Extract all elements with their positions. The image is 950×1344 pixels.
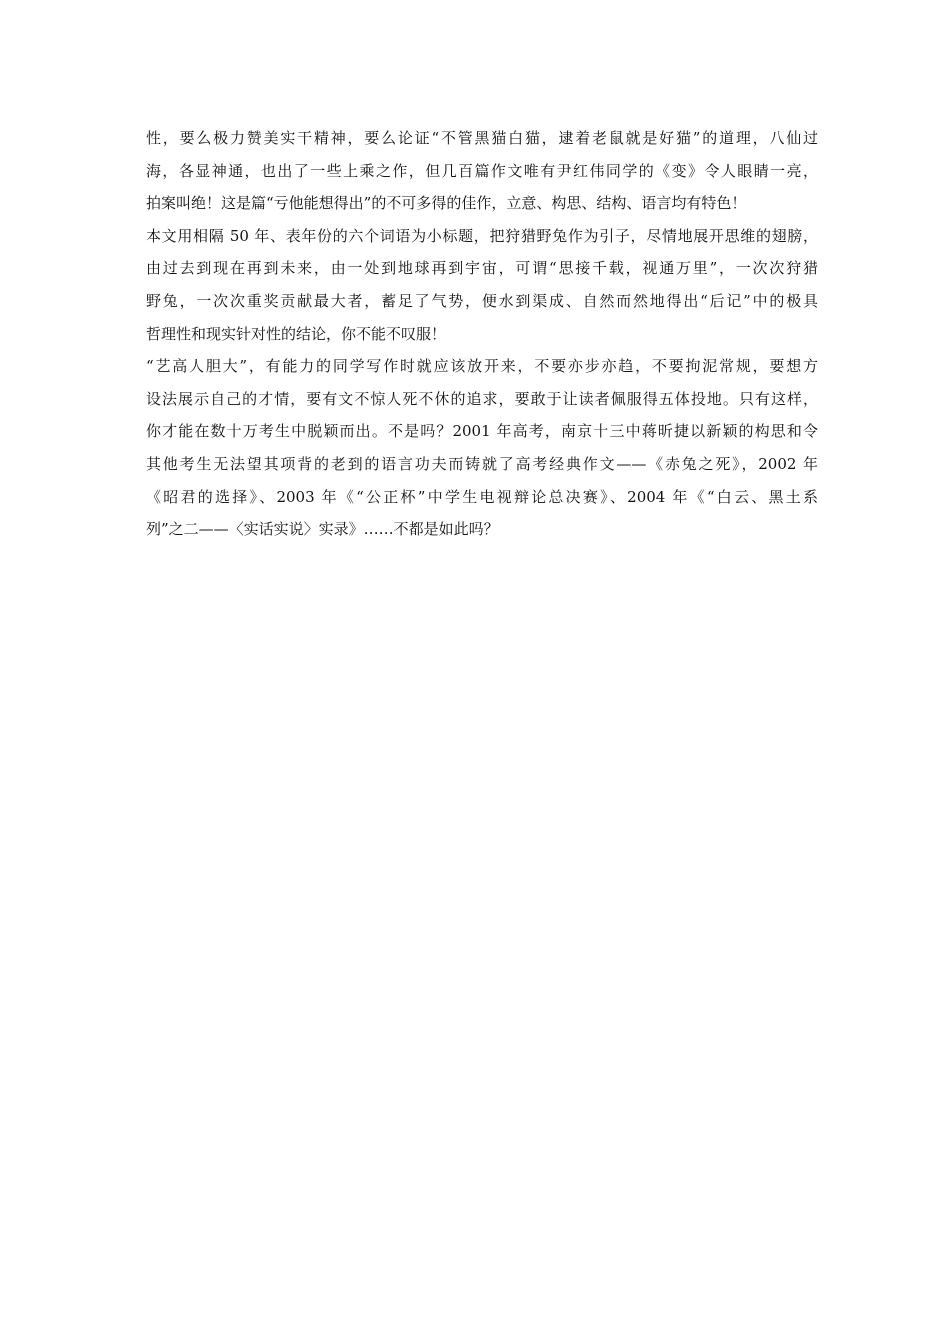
text-line-1: 性，要么极力赞美实干精神，要么论证“不管黑猫白猫，逮着老鼠就是好猫”的道理，八仙过: [146, 129, 818, 147]
text-line-13: 列”之二——〈实话实说〉实录》……不都是如此吗？: [146, 520, 499, 539]
text-line-10: 你才能在数十万考生中脱颖而出。不是吗？2001 年高考，南京十三中蒋昕捷以新颖的构思和令: [146, 422, 818, 441]
text-line-8: “艺高人胆大”，有能力的同学写作时就应该放开来，不要亦步亦趋，不要拘泥常规，要想方: [146, 357, 818, 376]
text-line-4: 本文用相隔 50 年、表年份的六个词语为小标题，把狩猎野兔作为引子，尽情地展开思维的翅膀，: [146, 226, 818, 245]
text-line-9: 设法展示自己的才情，要有文不惊人死不休的追求，要敢于让读者佩服得五体投地。只有这样，: [146, 389, 818, 408]
text-line-3: 拍案叫绝！这是篇“亏他能想得出”的不可多得的佳作，立意、构思、结构、语言均有特色！: [146, 194, 747, 213]
text-line-11: 其他考生无法望其项背的老到的语言功夫而铸就了高考经典作文——《赤兔之死》，2002 年: [146, 454, 818, 473]
text-line-6: 野兔，一次次重奖贡献最大者，蓄足了气势，便水到渠成、自然而然地得出“后记”中的极具: [146, 291, 818, 310]
text-line-7: 哲理性和现实针对性的结论，你不能不叹服！: [146, 324, 447, 343]
text-line-12: 《昭君的选择》、2003 年《“公正杯”中学生电视辩论总决赛》、2004 年《“白云、黑土系: [146, 487, 818, 506]
text-line-2: 海，各显神通，也出了一些上乘之作，但几百篇作文唯有尹红伟同学的《变》令人眼睛一亮，: [146, 161, 818, 180]
body-text: [146, 122, 818, 546]
text-line-5: 由过去到现在再到未来，由一处到地球再到宇宙，可谓“思接千载，视通万里”，一次次狩猎: [146, 259, 818, 278]
